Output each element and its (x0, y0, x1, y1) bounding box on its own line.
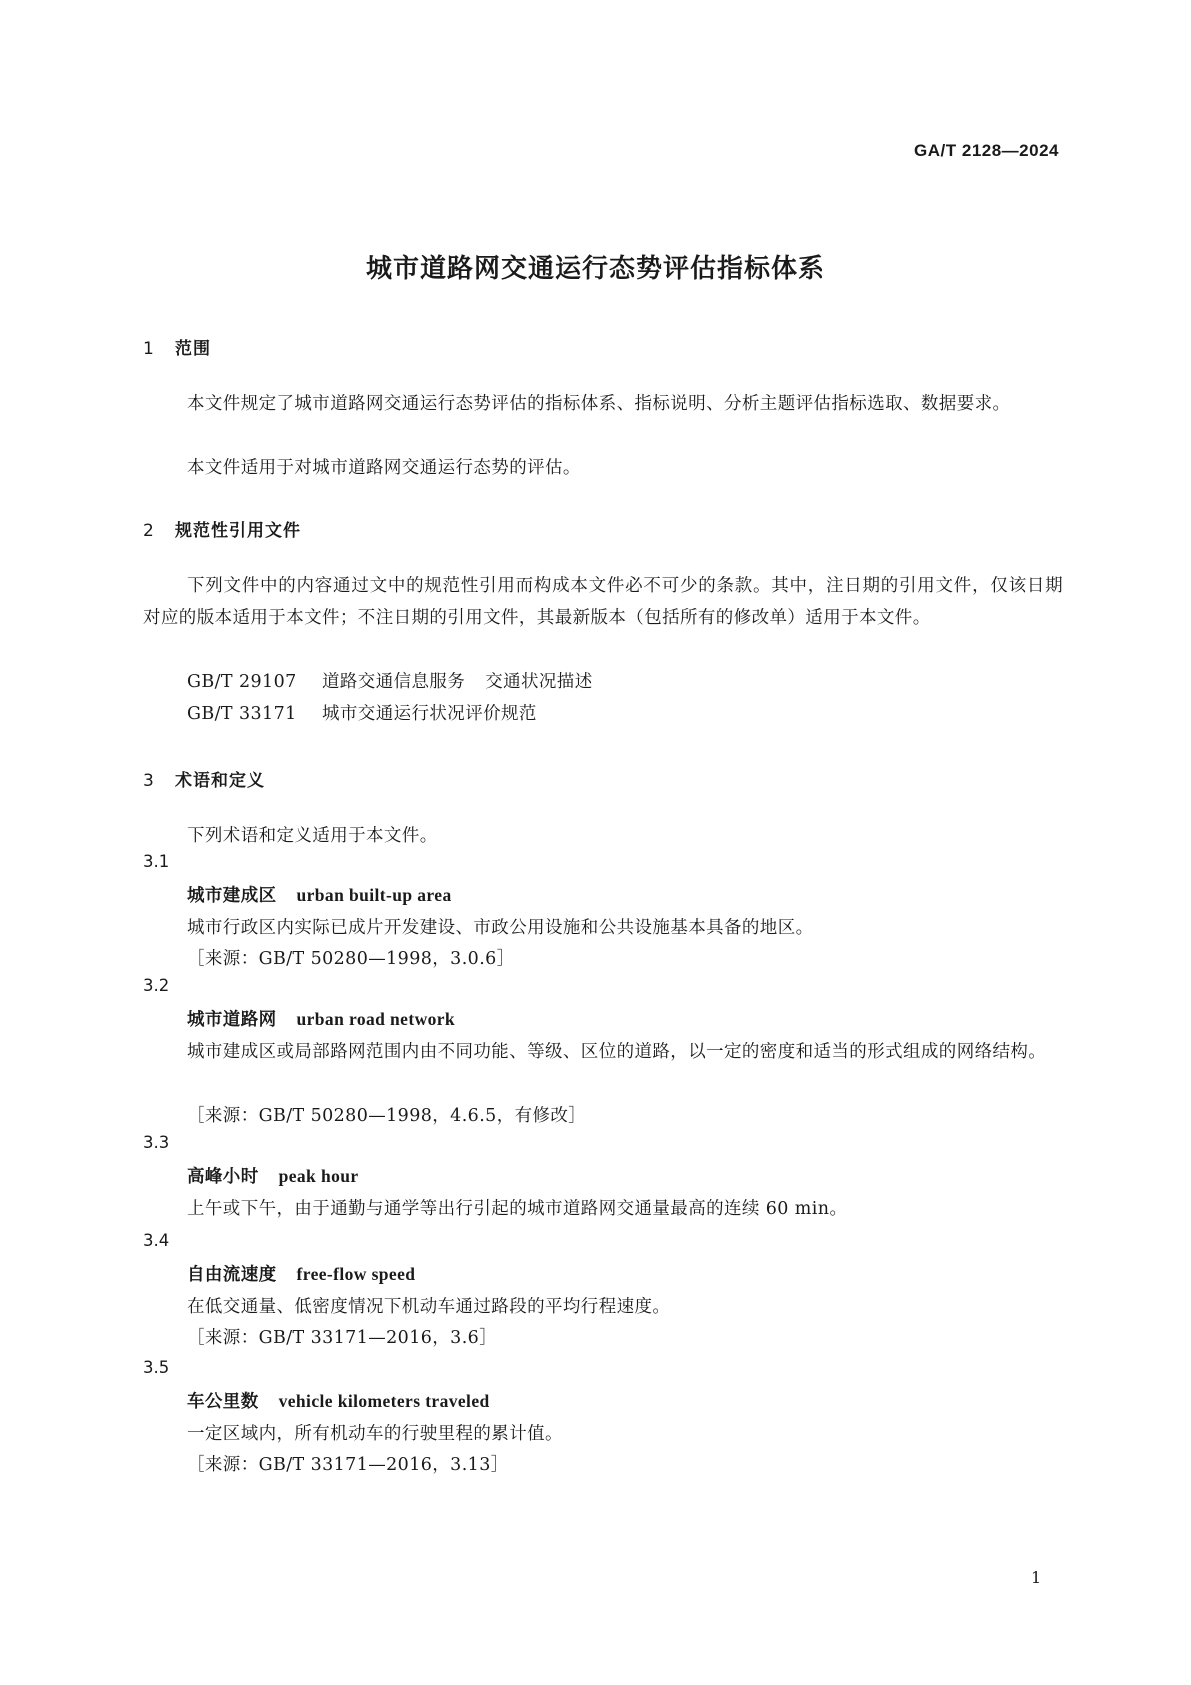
term-name (187, 1261, 415, 1286)
term-en: urban built-up area (296, 885, 452, 905)
term-zh: 高峰小时 (187, 1167, 259, 1187)
term-zh: 城市道路网 (187, 1010, 277, 1030)
term-definition: 城市行政区内实际已成片开发建设、市政公用设施和公共设施基本具备的地区。 (187, 918, 814, 938)
section-heading-scope (143, 334, 211, 359)
reference-title-part: 道路交通信息服务 (322, 672, 466, 692)
term-name (187, 882, 452, 907)
references-paragraph: 下列文件中的内容通过文中的规范性引用而构成本文件必不可少的条款。其中，注日期的引用文件，仅该日期对应的版本适用于本文件；不注日期的引用文件，其最新版本（包括所有的修改单）适用于本文件。 (143, 576, 1063, 628)
section-heading-terms-definitions (143, 766, 265, 791)
term-source: ［来源：GB/T 33171—2016，3.6］ (187, 1328, 498, 1348)
reference-item (187, 698, 537, 730)
term-en: urban road network (296, 1009, 456, 1029)
term-number: 3.2 (143, 976, 170, 995)
terms-intro: 下列术语和定义适用于本文件。 (187, 826, 438, 846)
section-number: 2 (143, 521, 155, 541)
term-definition: 一定区域内，所有机动车的行驶里程的累计值。 (187, 1424, 563, 1444)
section-title: 范围 (175, 339, 211, 359)
page-number: 1 (1031, 1568, 1042, 1587)
reference-title-part: 城市交通运行状况评价规范 (322, 704, 537, 724)
term-name (187, 1163, 359, 1188)
term-source: ［来源：GB/T 50280—1998，3.0.6］ (187, 949, 515, 969)
section-heading-normative-references (143, 516, 301, 541)
term-source: ［来源：GB/T 50280—1998，4.6.5，有修改］ (187, 1106, 587, 1126)
term-source: ［来源：GB/T 33171—2016，3.13］ (187, 1455, 509, 1475)
term-zh: 车公里数 (187, 1392, 259, 1412)
term-number: 3.3 (143, 1133, 170, 1152)
term-number: 3.4 (143, 1231, 170, 1250)
scope-paragraph-1: 本文件规定了城市道路网交通运行态势评估的指标体系、指标说明、分析主题评估指标选取、数据要求。 (187, 394, 1011, 414)
term-definition: 城市建成区或局部路网范围内由不同功能、等级、区位的道路，以一定的密度和适当的形式组成的网络结构。 (187, 1042, 1047, 1062)
reference-code: GB/T 29107 (187, 672, 297, 692)
term-en: free-flow speed (296, 1264, 416, 1284)
term-en: vehicle kilometers traveled (278, 1391, 490, 1411)
term-en: peak hour (278, 1166, 359, 1186)
reference-title-part: 交通状况描述 (485, 672, 593, 692)
term-name (187, 1006, 455, 1031)
section-number: 3 (143, 771, 155, 791)
section-title: 规范性引用文件 (175, 521, 301, 541)
term-name (187, 1388, 490, 1413)
section-number: 1 (143, 339, 155, 359)
standard-code: GA/T 2128—2024 (914, 141, 1059, 160)
scope-paragraph-2: 本文件适用于对城市道路网交通运行态势的评估。 (187, 458, 581, 478)
term-definition: 上午或下午，由于通勤与通学等出行引起的城市道路网交通量最高的连续 60 min。 (187, 1199, 848, 1219)
term-number: 3.5 (143, 1358, 170, 1377)
term-definition: 在低交通量、低密度情况下机动车通过路段的平均行程速度。 (187, 1297, 671, 1317)
term-zh: 城市建成区 (187, 886, 277, 906)
section-title: 术语和定义 (175, 771, 265, 791)
term-zh: 自由流速度 (187, 1265, 277, 1285)
reference-item (187, 666, 593, 698)
reference-code: GB/T 33171 (187, 704, 297, 724)
document-title: 城市道路网交通运行态势评估指标体系 (365, 254, 825, 284)
term-number: 3.1 (143, 852, 170, 871)
